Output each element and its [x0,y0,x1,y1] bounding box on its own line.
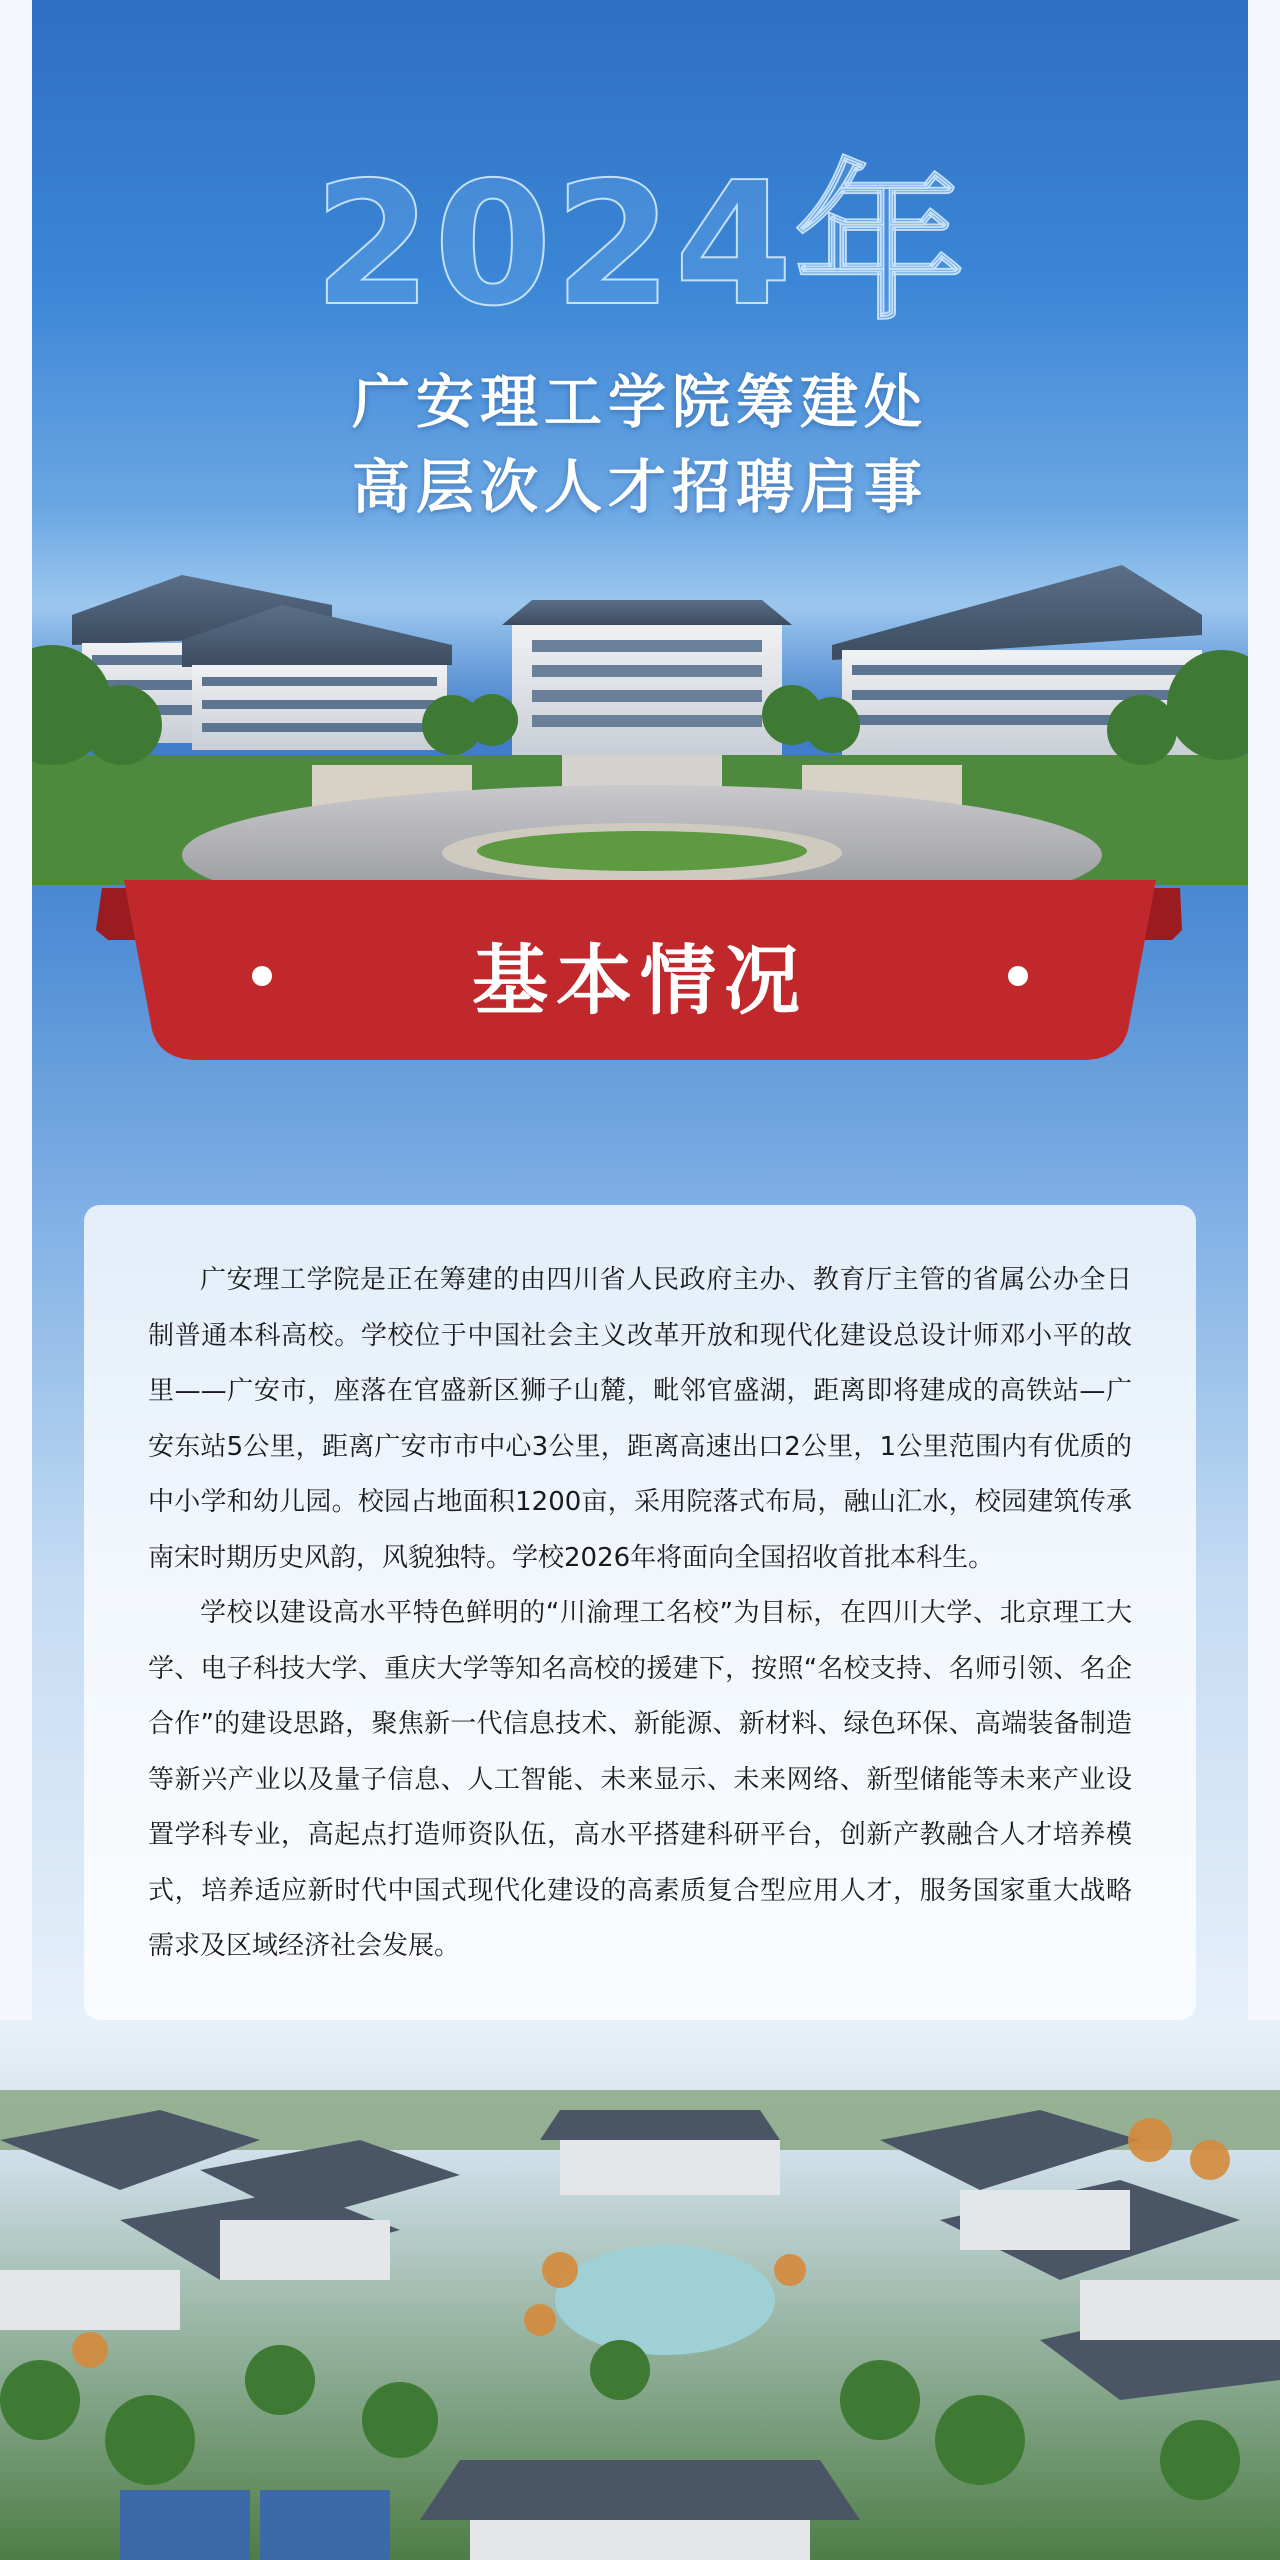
section-title: 基本情况 [472,936,808,1025]
left-margin [0,0,32,2020]
campus-gate-illustration [32,555,1248,885]
intro-paragraph-2: 学校以建设高水平特色鲜明的“川渝理工名校”为目标，在四川大学、北京理工大学、电子科技大学、重庆大学等知名高校的援建下，按照“名校支持、名师引领、名企合作”的建设思路，聚焦新一代信息技术、新能源、新材料、绿色环保、高端装备制造等新兴产业以及量子信息、人工智能、未来显示、未来网络、新型储能等未来产业设置学科专业，高起点打造师资队伍，高水平搭建科研平台，创新产教融合人才培养模式，培养适应新时代中国式现代化建设的高素质复合型应用人才，服务国家重大战略需求及区域经济社会发展。 [148,1598,1132,1961]
intro-text [148,1253,1132,1975]
aerial-campus-illustration [0,2020,1280,2560]
poster-body [32,0,1248,2020]
right-margin [1248,0,1280,2020]
intro-paragraph-1: 广安理工学院是正在筹建的由四川省人民政府主办、教育厅主管的省属公办全日制普通本科高校。学校位于中国社会主义改革开放和现代化建设总设计师邓小平的故里——广安市，座落在官盛新区狮子山麓，毗邻官盛湖，距离即将建成的高铁站—广安东站5公里，距离广安市市中心3公里，距离高速出口2公里，1公里范围内有优质的中小学和幼儿园。校园占地面积1200亩，采用院落式布局，融山汇水，校园建筑传承南宋时期历史风韵，风貌独特。学校2026年将面向全国招收首批本科生。 [148,1265,1132,1573]
intro-card [84,1205,1196,2020]
title-line-2: 高层次人才招聘启事 [351,453,928,521]
year-heading: 2024年 [313,146,967,344]
title-line-1: 广安理工学院筹建处 [351,368,928,436]
